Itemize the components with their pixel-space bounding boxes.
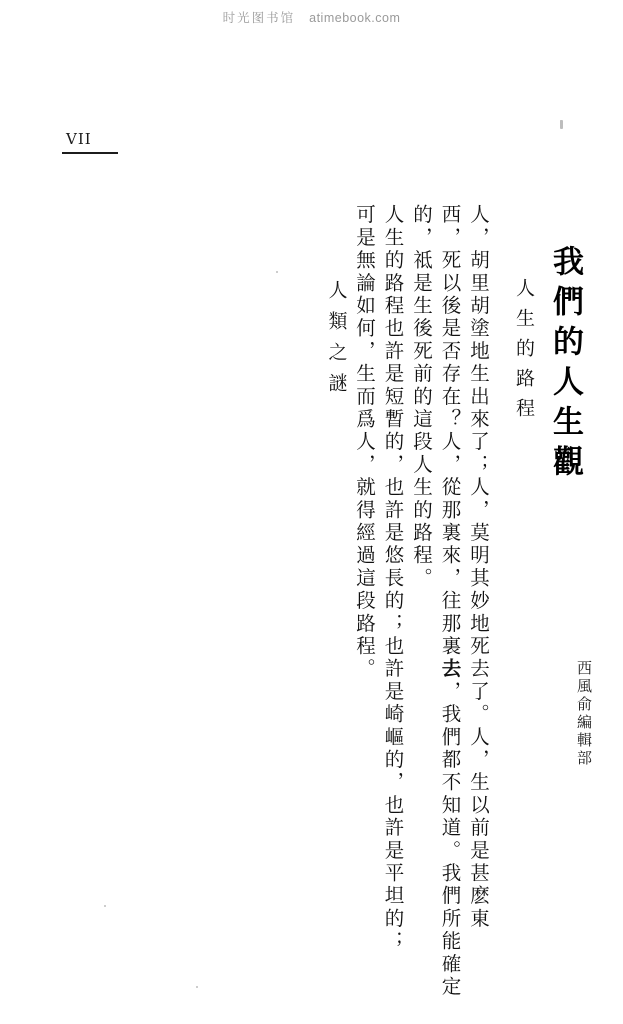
body-column-5: 可是無論如何，生而爲人，就得經過這段路程。 — [353, 204, 376, 681]
body-column-3: 的，祗是生後死前的這段人生的路程。 — [410, 204, 433, 590]
watermark-chinese: 时光图书馆 — [222, 11, 296, 25]
section-heading-1: 人生的路程 — [513, 278, 535, 428]
paper-speck — [196, 986, 198, 988]
section-heading-2: 人類之謎 — [325, 280, 348, 404]
body-column-1: 人，胡里胡塗地生出來了；人，莫明其妙地死去了。人，生以前是甚麽東 — [467, 204, 490, 931]
body-column-2 — [440, 204, 460, 999]
body-column-4: 人生的路程也許是短暫的，也許是悠長的；也許是崎嶇的，也許是平坦的； — [381, 204, 405, 954]
page-title: 我們的人生觀 — [547, 245, 583, 485]
publisher-byline: 西風俞編輯部 — [575, 660, 593, 768]
paper-speck — [560, 120, 563, 129]
paper-speck — [276, 271, 278, 273]
vertical-text-block — [110, 150, 583, 999]
paper-speck — [104, 905, 106, 907]
page-folio: VII — [66, 130, 92, 148]
emphasised-character: 去 — [438, 658, 462, 681]
body-column-2-text: 西，死以後是否存在？人，從那裏來，往那裏去，我們都不知道。我們所能確定 — [438, 204, 462, 999]
watermark-domain: atimebook.com — [309, 11, 401, 25]
